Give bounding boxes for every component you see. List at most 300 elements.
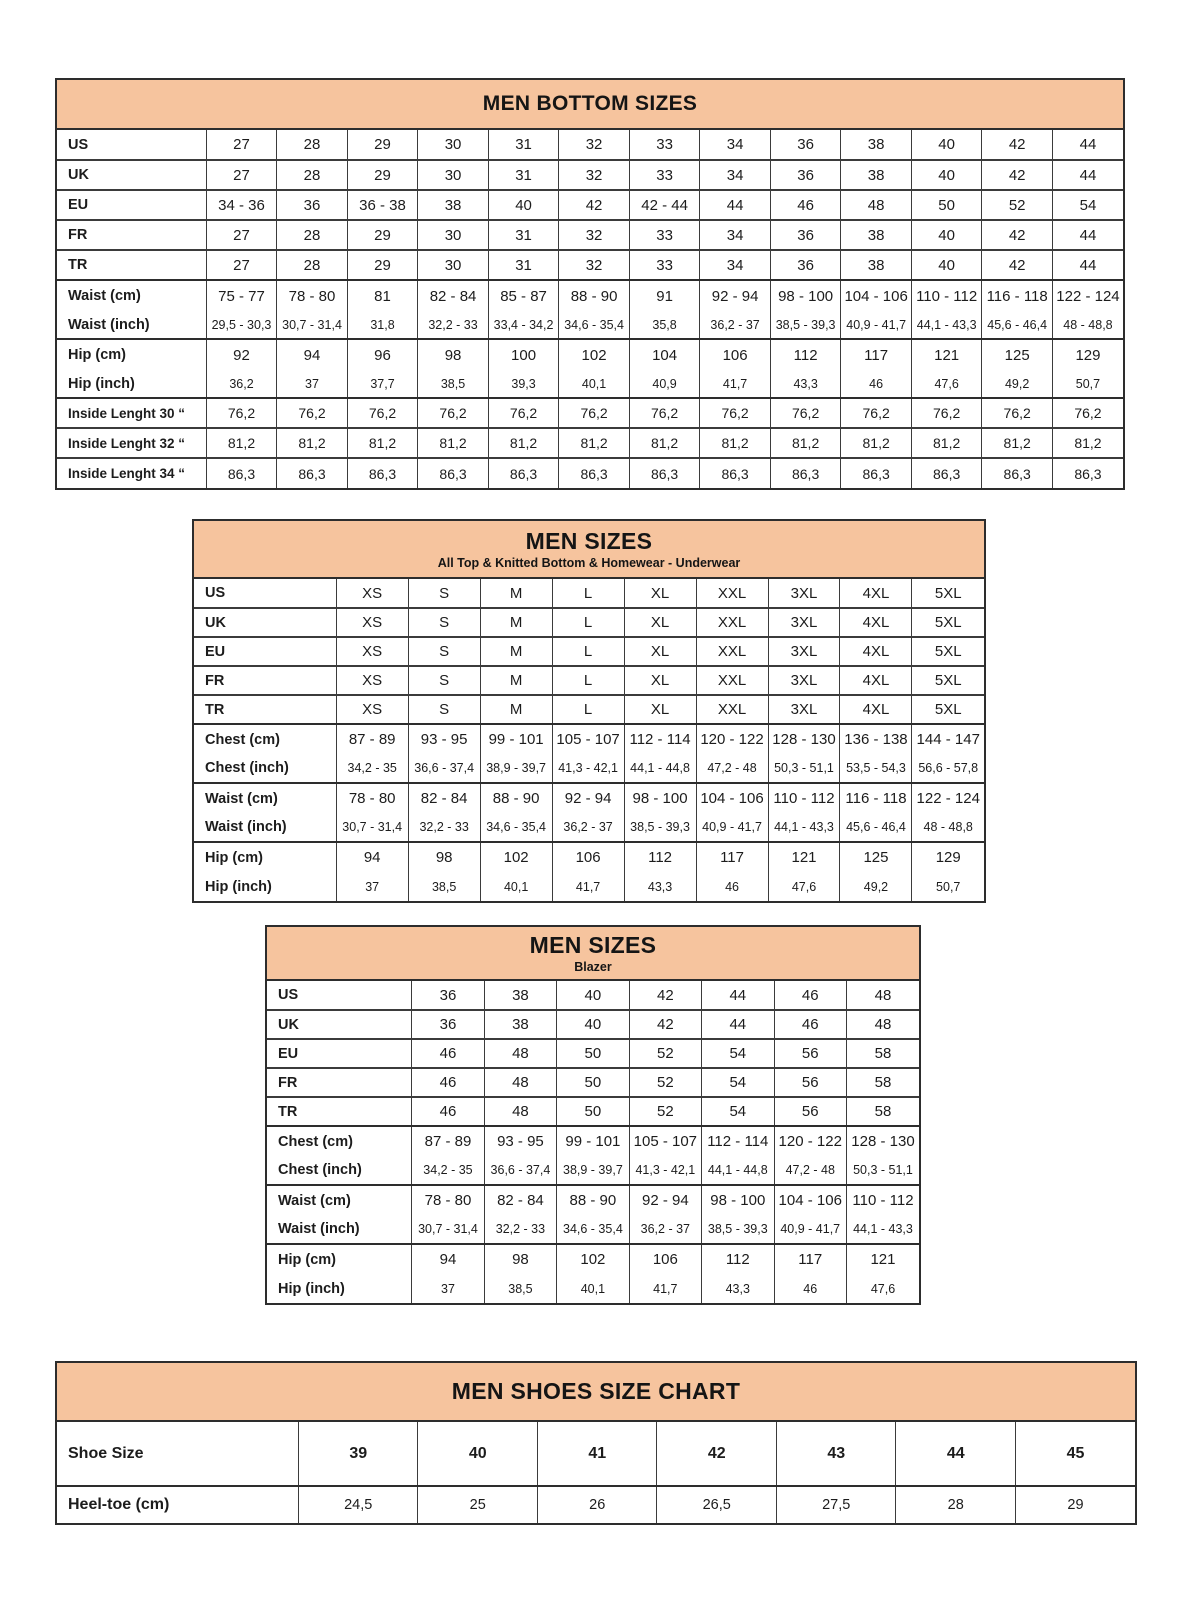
size-value-cell: XS (336, 666, 408, 695)
size-value-cell: 32 (559, 220, 630, 250)
row-label: UK (57, 160, 206, 190)
size-value-cell: 98 - 100 (702, 1185, 774, 1215)
size-value-cell: 36,6 - 37,4 (408, 754, 480, 783)
size-value-cell: 48 (841, 190, 912, 220)
size-value-cell: 42 (982, 250, 1053, 280)
size-value-cell: 40,9 - 41,7 (696, 813, 768, 842)
size-value-cell: 91 (629, 280, 700, 311)
size-value-cell: 76,2 (841, 398, 912, 428)
size-value-cell: 41,3 - 42,1 (552, 754, 624, 783)
size-value-cell: 86,3 (911, 458, 982, 488)
size-value-cell: 27 (206, 160, 277, 190)
size-value-cell: 88 - 90 (480, 783, 552, 813)
size-value-cell: 33 (629, 160, 700, 190)
row-label: Hip (cm) (68, 347, 126, 363)
size-value-cell: 120 - 122 (696, 724, 768, 754)
size-value-cell: 43,3 (624, 872, 696, 901)
size-value-cell: 41,7 (552, 872, 624, 901)
size-value-cell: 81 (347, 280, 418, 311)
size-value-cell: 34 (700, 220, 771, 250)
size-value-cell: 44,1 - 43,3 (846, 1215, 919, 1244)
size-value-cell: 34,2 - 35 (412, 1156, 484, 1185)
size-value-cell: 82 - 84 (408, 783, 480, 813)
size-value-cell: 38 (841, 250, 912, 280)
size-value-cell: XXL (696, 579, 768, 608)
size-value-cell: 5XL (912, 695, 984, 724)
size-value-cell: 3XL (768, 695, 840, 724)
size-value-cell: 78 - 80 (277, 280, 348, 311)
size-value-cell: 32 (559, 250, 630, 280)
size-value-cell: 42 (657, 1422, 777, 1486)
table-row (194, 579, 984, 608)
size-value-cell: 3XL (768, 666, 840, 695)
size-value-cell: 76,2 (982, 398, 1053, 428)
size-grid-host (194, 579, 984, 901)
table-subtitle: All Top & Knitted Bottom & Homewear - Underwear (437, 556, 741, 571)
row-label: Waist (cm) (68, 288, 141, 304)
row-label: TR (194, 695, 336, 724)
size-value-cell: XL (624, 666, 696, 695)
size-value-cell: 36 (412, 1010, 484, 1039)
size-value-cell: 58 (846, 1068, 919, 1097)
size-value-cell: XL (624, 695, 696, 724)
size-value-cell: 44 (702, 981, 774, 1010)
size-value-cell: 86,3 (982, 458, 1053, 488)
size-value-cell: 47,6 (911, 370, 982, 398)
size-value-cell: 43,3 (702, 1274, 774, 1303)
size-value-cell: 40,1 (557, 1274, 629, 1303)
size-value-cell: 34,2 - 35 (336, 754, 408, 783)
size-value-cell: 38 (841, 130, 912, 160)
size-value-cell: 86,3 (347, 458, 418, 488)
size-value-cell: 81,2 (347, 428, 418, 458)
size-value-cell: 36,2 - 37 (700, 311, 771, 339)
size-value-cell: 105 - 107 (629, 1126, 701, 1156)
size-value-cell: 27,5 (776, 1486, 896, 1523)
size-value-cell: 30 (418, 250, 489, 280)
size-value-cell: 38,5 - 39,3 (770, 311, 841, 339)
size-value-cell: 29 (347, 130, 418, 160)
size-value-cell: 52 (629, 1068, 701, 1097)
size-value-cell: 87 - 89 (336, 724, 408, 754)
size-value-cell: 48 (484, 1068, 556, 1097)
table-row (267, 1244, 919, 1274)
size-value-cell: 43 (776, 1422, 896, 1486)
size-value-cell: XXL (696, 666, 768, 695)
size-value-cell: 32,2 - 33 (418, 311, 489, 339)
size-value-cell: 117 (841, 339, 912, 370)
size-value-cell: 58 (846, 1039, 919, 1068)
size-value-cell: 86,3 (1052, 458, 1123, 488)
size-value-cell: 54 (702, 1068, 774, 1097)
size-value-cell: 120 - 122 (774, 1126, 846, 1156)
size-value-cell: 98 (408, 842, 480, 872)
row-label: Chest (cm) (205, 731, 280, 748)
row-label: FR (267, 1068, 412, 1097)
size-value-cell: 36 - 38 (347, 190, 418, 220)
size-value-cell: 56 (774, 1039, 846, 1068)
size-value-cell: 98 (418, 339, 489, 370)
size-value-cell: 36,6 - 37,4 (484, 1156, 556, 1185)
size-value-cell: 41,3 - 42,1 (629, 1156, 701, 1185)
table-row (194, 842, 984, 872)
size-value-cell: 125 (982, 339, 1053, 370)
size-value-cell: 86,3 (206, 458, 277, 488)
size-value-cell: 43,3 (770, 370, 841, 398)
size-value-cell: 40 (911, 220, 982, 250)
size-value-cell: 54 (702, 1097, 774, 1126)
size-value-cell: 37 (336, 872, 408, 901)
size-value-cell: 40 (418, 1422, 538, 1486)
size-value-cell: 3XL (768, 608, 840, 637)
table-row (267, 1215, 919, 1244)
size-value-cell: 5XL (912, 637, 984, 666)
size-value-cell: 76,2 (770, 398, 841, 428)
size-value-cell: 38,5 (418, 370, 489, 398)
size-value-cell: 86,3 (841, 458, 912, 488)
size-value-cell: 50,7 (912, 872, 984, 901)
size-value-cell: 3XL (768, 579, 840, 608)
size-value-cell: 110 - 112 (768, 783, 840, 813)
size-value-cell: 92 - 94 (700, 280, 771, 311)
size-value-cell: 52 (629, 1039, 701, 1068)
size-value-cell: 52 (629, 1097, 701, 1126)
size-value-cell: 144 - 147 (912, 724, 984, 754)
table-row (267, 981, 919, 1010)
size-value-cell: XS (336, 695, 408, 724)
size-value-cell: 28 (277, 220, 348, 250)
size-value-cell: 106 (552, 842, 624, 872)
table-row (194, 724, 984, 754)
size-value-cell: 30,7 - 31,4 (277, 311, 348, 339)
size-value-cell: 32 (559, 130, 630, 160)
table-row (57, 1422, 1135, 1486)
size-value-cell: XXL (696, 608, 768, 637)
size-value-cell: 56 (774, 1068, 846, 1097)
table-subtitle: Blazer (574, 960, 612, 975)
size-value-cell: 129 (1052, 339, 1123, 370)
size-value-cell: 40 (557, 1010, 629, 1039)
size-value-cell: L (552, 608, 624, 637)
size-value-cell: 99 - 101 (557, 1126, 629, 1156)
row-label: Hip (inch) (278, 1280, 345, 1297)
size-value-cell: 46 (412, 1068, 484, 1097)
size-value-cell: M (480, 695, 552, 724)
size-value-cell: 76,2 (559, 398, 630, 428)
size-value-cell: 112 (624, 842, 696, 872)
size-value-cell: 40,9 (629, 370, 700, 398)
size-value-cell: 48 (846, 1010, 919, 1039)
size-value-cell: 34 (700, 250, 771, 280)
size-value-cell: 46 (774, 981, 846, 1010)
size-grid (57, 130, 1123, 488)
row-label: US (278, 987, 299, 1003)
size-value-cell: M (480, 608, 552, 637)
size-value-cell: 48 (484, 1097, 556, 1126)
size-value-cell: L (552, 637, 624, 666)
size-value-cell: 29 (347, 160, 418, 190)
size-value-cell: 121 (911, 339, 982, 370)
size-value-cell: 104 - 106 (696, 783, 768, 813)
size-value-cell: 36,2 - 37 (629, 1215, 701, 1244)
size-value-cell: 86,3 (418, 458, 489, 488)
row-label: Waist (cm) (278, 1192, 351, 1209)
size-value-cell: 110 - 112 (846, 1185, 919, 1215)
size-value-cell: 28 (277, 250, 348, 280)
size-value-cell: 81,2 (1052, 428, 1123, 458)
size-value-cell: 44 (702, 1010, 774, 1039)
size-value-cell: 4XL (840, 637, 912, 666)
size-value-cell: 92 (206, 339, 277, 370)
table-row (57, 428, 1123, 458)
size-value-cell: 92 - 94 (552, 783, 624, 813)
size-value-cell: 136 - 138 (840, 724, 912, 754)
table-header (57, 80, 1123, 130)
size-value-cell: 44,1 - 44,8 (702, 1156, 774, 1185)
size-value-cell: 102 (559, 339, 630, 370)
row-label: TR (57, 250, 206, 280)
size-value-cell: 92 - 94 (629, 1185, 701, 1215)
size-value-cell: 128 - 130 (846, 1126, 919, 1156)
size-value-cell: 42 (982, 220, 1053, 250)
table-row (194, 872, 984, 901)
size-value-cell: 76,2 (700, 398, 771, 428)
table-row (57, 398, 1123, 428)
size-value-cell: S (408, 637, 480, 666)
size-value-cell: 46 (412, 1097, 484, 1126)
size-value-cell: 34 (700, 130, 771, 160)
table-row (267, 1097, 919, 1126)
size-value-cell: M (480, 579, 552, 608)
size-value-cell: 116 - 118 (840, 783, 912, 813)
size-value-cell: 48 - 48,8 (1052, 311, 1123, 339)
size-value-cell: 25 (418, 1486, 538, 1523)
table-row (267, 1274, 919, 1303)
size-value-cell: XXL (696, 637, 768, 666)
size-value-cell: 31 (488, 220, 559, 250)
size-value-cell: 87 - 89 (412, 1126, 484, 1156)
size-value-cell: 52 (982, 190, 1053, 220)
size-value-cell: 28 (277, 130, 348, 160)
row-label: UK (267, 1010, 412, 1039)
table-row (57, 250, 1123, 280)
size-value-cell: 88 - 90 (559, 280, 630, 311)
size-value-cell: 49,2 (840, 872, 912, 901)
size-value-cell: 128 - 130 (768, 724, 840, 754)
size-value-cell: 45 (1015, 1422, 1135, 1486)
size-value-cell: 86,3 (700, 458, 771, 488)
size-value-cell: 46 (412, 1039, 484, 1068)
size-value-cell: 76,2 (206, 398, 277, 428)
size-value-cell: 85 - 87 (488, 280, 559, 311)
size-value-cell: 37,7 (347, 370, 418, 398)
size-value-cell: 112 - 114 (702, 1126, 774, 1156)
size-value-cell: 117 (696, 842, 768, 872)
size-value-cell: XL (624, 608, 696, 637)
size-value-cell: 32 (559, 160, 630, 190)
table-row (57, 280, 1123, 311)
row-label: EU (194, 637, 336, 666)
size-value-cell: 37 (277, 370, 348, 398)
size-value-cell: 40 (911, 250, 982, 280)
size-value-cell: 106 (700, 339, 771, 370)
men-shoes-size-chart-table (55, 1361, 1137, 1525)
size-value-cell: 46 (696, 872, 768, 901)
size-value-cell: 94 (277, 339, 348, 370)
size-value-cell: 30 (418, 220, 489, 250)
size-value-cell: 81,2 (911, 428, 982, 458)
table-row (267, 1039, 919, 1068)
row-label: Shoe Size (68, 1444, 144, 1462)
size-value-cell: 94 (336, 842, 408, 872)
table-title: MEN BOTTOM SIZES (482, 91, 698, 115)
table-row (194, 754, 984, 783)
size-value-cell: 40,1 (559, 370, 630, 398)
table-row (194, 608, 984, 637)
size-value-cell: 44,1 - 44,8 (624, 754, 696, 783)
size-value-cell: 82 - 84 (484, 1185, 556, 1215)
size-value-cell: 46 (770, 190, 841, 220)
table-header (57, 1363, 1135, 1422)
size-value-cell: 86,3 (629, 458, 700, 488)
table-title: MEN SHOES SIZE CHART (451, 1378, 741, 1405)
size-value-cell: 38 (484, 1010, 556, 1039)
row-label: Hip (cm) (278, 1251, 336, 1268)
row-label: EU (57, 190, 206, 220)
size-value-cell: 26 (537, 1486, 657, 1523)
size-value-cell: 129 (912, 842, 984, 872)
table-row (267, 1156, 919, 1185)
size-value-cell: 40 (488, 190, 559, 220)
size-value-cell: 35,8 (629, 311, 700, 339)
row-label: Chest (cm) (278, 1133, 353, 1150)
size-value-cell: 42 - 44 (629, 190, 700, 220)
size-value-cell: 28 (896, 1486, 1016, 1523)
size-value-cell: 30 (418, 130, 489, 160)
size-value-cell: 34 (700, 160, 771, 190)
size-value-cell: 81,2 (206, 428, 277, 458)
size-value-cell: 46 (841, 370, 912, 398)
size-value-cell: 76,2 (418, 398, 489, 428)
size-value-cell: 45,6 - 46,4 (840, 813, 912, 842)
size-value-cell: 112 - 114 (624, 724, 696, 754)
size-value-cell: 39 (298, 1422, 418, 1486)
size-value-cell: 33 (629, 220, 700, 250)
size-value-cell: XL (624, 637, 696, 666)
size-value-cell: 49,2 (982, 370, 1053, 398)
size-grid (267, 981, 919, 1303)
row-label: Inside Lenght 30 “ (68, 405, 186, 421)
table-row (194, 783, 984, 813)
table-row (267, 1126, 919, 1156)
size-value-cell: 34,6 - 35,4 (480, 813, 552, 842)
size-value-cell: 38,5 (484, 1274, 556, 1303)
row-label: Hip (inch) (205, 878, 272, 895)
table-row (57, 458, 1123, 488)
size-value-cell: 110 - 112 (911, 280, 982, 311)
size-value-cell: 93 - 95 (408, 724, 480, 754)
row-label: Waist (inch) (278, 1221, 360, 1237)
size-value-cell: 27 (206, 250, 277, 280)
size-value-cell: 36 (770, 130, 841, 160)
size-value-cell: 104 (629, 339, 700, 370)
size-value-cell: 102 (557, 1244, 629, 1274)
table-row (194, 637, 984, 666)
size-value-cell: 105 - 107 (552, 724, 624, 754)
size-value-cell: 33,4 - 34,2 (488, 311, 559, 339)
size-value-cell: 78 - 80 (336, 783, 408, 813)
size-value-cell: 29 (347, 250, 418, 280)
row-label: Waist (cm) (205, 790, 278, 807)
size-value-cell: 38 (418, 190, 489, 220)
size-value-cell: 50,3 - 51,1 (768, 754, 840, 783)
table-row (57, 311, 1123, 339)
size-value-cell: 5XL (912, 608, 984, 637)
size-value-cell: 38,9 - 39,7 (557, 1156, 629, 1185)
size-value-cell: 3XL (768, 637, 840, 666)
size-value-cell: 117 (774, 1244, 846, 1274)
size-value-cell: 56,6 - 57,8 (912, 754, 984, 783)
size-value-cell: 121 (846, 1244, 919, 1274)
size-value-cell: 45,6 - 46,4 (982, 311, 1053, 339)
size-value-cell: 78 - 80 (412, 1185, 484, 1215)
size-value-cell: 36 (770, 250, 841, 280)
size-value-cell: 4XL (840, 579, 912, 608)
size-value-cell: XS (336, 637, 408, 666)
size-value-cell: 44 (896, 1422, 1016, 1486)
size-value-cell: 112 (702, 1244, 774, 1274)
size-grid-host (57, 1422, 1135, 1523)
size-value-cell: 28 (277, 160, 348, 190)
size-value-cell: 99 - 101 (480, 724, 552, 754)
size-value-cell: 30,7 - 31,4 (412, 1215, 484, 1244)
size-value-cell: XXL (696, 695, 768, 724)
size-value-cell: 36 (277, 190, 348, 220)
row-label: TR (267, 1097, 412, 1126)
table-header (267, 927, 919, 981)
size-value-cell: 50 (911, 190, 982, 220)
row-label: EU (267, 1039, 412, 1068)
size-value-cell: 41,7 (629, 1274, 701, 1303)
row-label: Hip (inch) (68, 375, 135, 392)
size-value-cell: 26,5 (657, 1486, 777, 1523)
table-row (57, 160, 1123, 190)
size-value-cell: S (408, 666, 480, 695)
size-value-cell: 76,2 (911, 398, 982, 428)
row-label: Chest (inch) (205, 760, 289, 776)
size-grid (194, 579, 984, 901)
size-value-cell: XS (336, 608, 408, 637)
size-value-cell: 34 - 36 (206, 190, 277, 220)
size-grid-host (57, 130, 1123, 488)
size-value-cell: 50,3 - 51,1 (846, 1156, 919, 1185)
size-value-cell: 86,3 (488, 458, 559, 488)
size-value-cell: 5XL (912, 666, 984, 695)
size-value-cell: 54 (702, 1039, 774, 1068)
size-value-cell: 40 (911, 160, 982, 190)
size-value-cell: 50 (557, 1068, 629, 1097)
size-value-cell: 40,9 - 41,7 (774, 1215, 846, 1244)
size-value-cell: 106 (629, 1244, 701, 1274)
row-label: FR (194, 666, 336, 695)
size-value-cell: 44,1 - 43,3 (768, 813, 840, 842)
size-value-cell: 81,2 (700, 428, 771, 458)
size-value-cell: 76,2 (277, 398, 348, 428)
size-value-cell: 5XL (912, 579, 984, 608)
size-value-cell: 76,2 (347, 398, 418, 428)
size-value-cell: 100 (488, 339, 559, 370)
size-value-cell: 4XL (840, 666, 912, 695)
